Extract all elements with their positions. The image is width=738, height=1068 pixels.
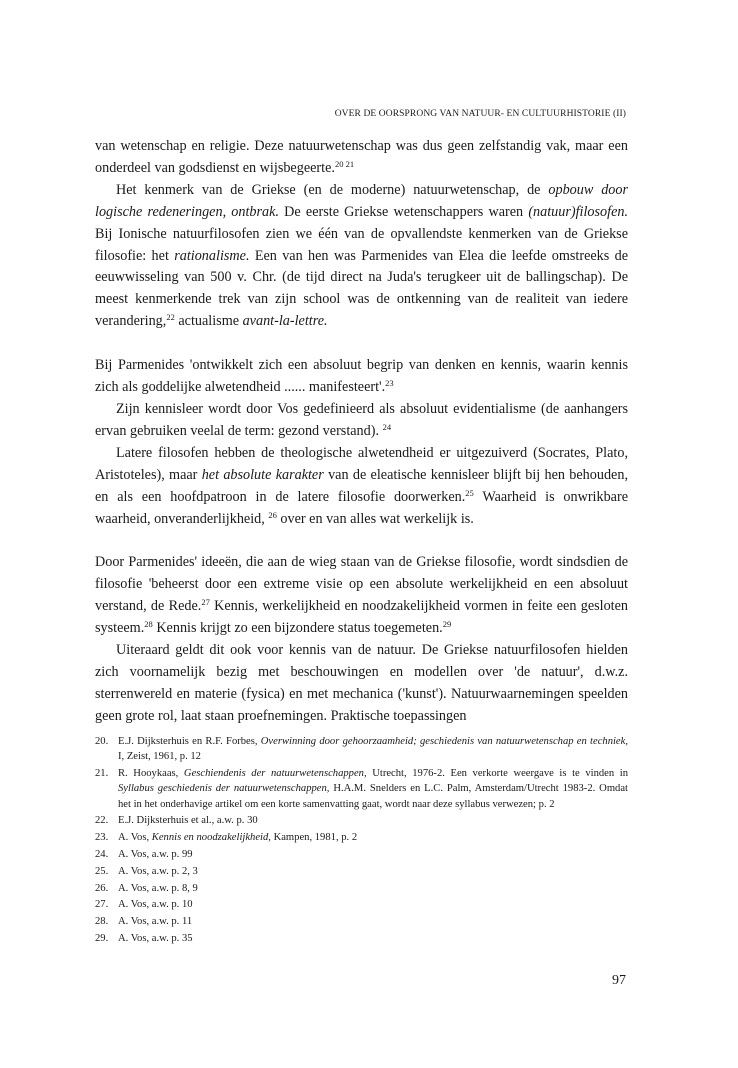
italic-span: Syllabus geschiedenis der natuurwetenschappen,	[118, 783, 330, 795]
footnote-22	[95, 813, 628, 828]
footnote-ref: 20 21	[334, 158, 355, 169]
text-span: Utrecht, 1976-2. Een verkorte weergave is te vinden in	[366, 768, 628, 780]
footnotes	[95, 734, 628, 948]
text-span: R. Hooykaas,	[118, 768, 184, 780]
text-span: Waarheid is onwrikbare waarheid, onveranderlijkheid,	[95, 488, 629, 527]
footnote-29	[95, 931, 628, 946]
paragraph-7	[95, 640, 628, 728]
italic-span: opbouw door logische redeneringen, ontbrak.	[95, 181, 629, 220]
footnote-text: E.J. Dijksterhuis et al., a.w. p. 30	[118, 815, 258, 827]
paragraph-2	[95, 180, 628, 333]
footnote-number: 23.	[95, 832, 109, 844]
footnote-27	[95, 897, 628, 912]
footnote-ref: 26	[268, 509, 277, 520]
footnote-ref: 22	[166, 312, 175, 323]
text-span: Kennis krijgt zo een bijzondere status toegemeten.	[152, 620, 443, 637]
paragraph-5	[95, 443, 628, 531]
footnote-text	[118, 766, 628, 812]
text-span: Een van hen was Parmenides van Elea die leefde omstreeks de eeuwwisseling van 500 v. Chr. (de tijd direct na Juda's terugkeer uit de ballingschap). De meest kenmerkende trek van zijn school was de ontkenning van de realiteit van iedere verandering,	[95, 247, 628, 330]
footnote-text: A. Vos, a.w. p. 11	[118, 916, 193, 928]
footnote-21	[95, 766, 628, 812]
footnote-28	[95, 914, 628, 929]
footnote-text: A. Vos, a.w. p. 35	[118, 933, 193, 945]
text-span: Bij Parmenides 'ontwikkelt zich een absoluut begrip van denken en kennis, waarin kennis zich als goddelijke alwetendheid ...... manifesteert'.	[95, 357, 628, 396]
footnote-text: A. Vos, a.w. p. 8, 9	[118, 882, 198, 894]
running-header: OVER DE OORSPRONG VAN NATUUR- EN CULTUURHISTORIE (II)	[334, 109, 626, 119]
paragraph-3	[95, 355, 628, 399]
footnote-number: 29.	[95, 933, 109, 945]
footnote-text	[118, 830, 628, 845]
text-span: Het kenmerk van de Griekse (en de moderne) natuurwetenschap, de	[116, 181, 549, 198]
italic-span: Kennis en noodzakelijkheid,	[151, 832, 271, 844]
footnote-23	[95, 830, 628, 845]
footnote-ref: 29	[442, 619, 452, 630]
italic-span: (natuur)filosofen.	[528, 203, 629, 220]
text-span: De eerste Griekse wetenschappers waren	[279, 203, 529, 220]
footnote-number: 25.	[95, 865, 109, 877]
footnote-26	[95, 881, 628, 896]
footnote-20	[95, 734, 628, 765]
text-span: Door Parmenides' ideeën, die aan de wieg staan van de Griekse filosofie, wordt sindsdien de filosofie 'beheerst door een extreme visie op een absolute werkelijkheid en een absoluut verstand, de Rede.	[95, 554, 628, 615]
text-span: Zijn kennisleer wordt door Vos gedefinieerd als absoluut evidentialisme (de aanhangers ervan gebruiken veelal de term: gezond verstand).	[95, 400, 628, 439]
italic-span: rationalisme.	[174, 247, 250, 264]
text-span: Kampen, 1981, p. 2	[270, 832, 358, 844]
footnote-number: 22.	[95, 815, 109, 827]
text-span: van de eleatische kennisleer blijft bij hen behouden, en als een hoofdpatroon in de latere filosofie doorwerken.	[95, 466, 628, 505]
italic-span: avant-la-lettre.	[242, 313, 328, 330]
footnote-ref: 24	[382, 421, 392, 432]
footnote-number: 28.	[95, 916, 109, 928]
footnote-text: A. Vos, a.w. p. 10	[118, 899, 193, 911]
text-span: Latere filosofen hebben de theologische alwetendheid er uitgezuiverd (Socrates, Plato, Aristoteles), maar	[95, 444, 628, 483]
text-span: van wetenschap en religie. Deze natuurwetenschap was dus geen zelfstandig vak, maar een onderdeel van godsdienst en wijsbegeerte.	[95, 138, 628, 176]
footnote-25	[95, 864, 628, 879]
text-span: Bij Ionische natuurfilosofen zien we één van de opvallendste kenmerken van de Griekse filosofie: het	[95, 225, 628, 264]
footnote-text	[118, 734, 628, 765]
footnote-number: 21.	[95, 768, 109, 780]
footnote-text: A. Vos, a.w. p. 99	[118, 849, 193, 861]
text-span: H.A.M. Snelders en L.C. Palm, Amsterdam/Utrecht 1983-2. Omdat het in het onderhavige artikel om een korte samenvatting gaat, wordt naar deze syllabus verwezen; p. 2	[118, 783, 628, 810]
footnote-number: 20.	[95, 736, 109, 747]
paragraph-4	[95, 399, 628, 443]
text-span: over en van alles wat werkelijk is.	[276, 510, 474, 527]
text-span: Kennis, werkelijkheid en noodzakelijkheid vormen in feite een gesloten systeem.	[95, 598, 628, 637]
paragraph-6	[95, 552, 628, 640]
text-span: I, Zeist, 1961, p. 12	[118, 751, 201, 763]
page-number: 97	[612, 973, 626, 988]
text-span: A. Vos,	[118, 832, 152, 844]
text-span: E.J. Dijksterhuis en R.F. Forbes,	[118, 736, 261, 747]
italic-span: het absolute karakter	[201, 466, 324, 483]
italic-span: Overwinning door gehoorzaamheid; geschiedenis van natuurwetenschap en techniek,	[260, 736, 628, 747]
italic-span: Geschiendenis der natuurwetenschappen,	[183, 768, 367, 780]
footnote-number: 26.	[95, 882, 109, 894]
body-text	[95, 136, 628, 728]
text-span: Uiteraard geldt dit ook voor kennis van de natuur. De Griekse natuurfilosofen hielden zich voornamelijk bezig met beschouwingen en modellen over 'de natuur', d.w.z. sterrenwereld en materie (fysica) en met mechanica ('kunst'). Natuurwaarnemingen speelden geen grote rol, laat staan proefnemingen. Praktische toepassingen	[95, 642, 628, 724]
footnote-ref: 28	[144, 619, 153, 630]
footnote-text: A. Vos, a.w. p. 2, 3	[118, 865, 198, 877]
footnote-24	[95, 847, 628, 862]
footnote-ref: 25	[465, 487, 474, 498]
footnote-number: 27.	[95, 899, 109, 911]
footnote-number: 24.	[95, 849, 109, 861]
paragraph-1	[95, 136, 628, 180]
footnote-ref: 23	[385, 378, 394, 389]
footnote-ref: 27	[201, 597, 210, 608]
text-span: actualisme	[174, 313, 243, 330]
